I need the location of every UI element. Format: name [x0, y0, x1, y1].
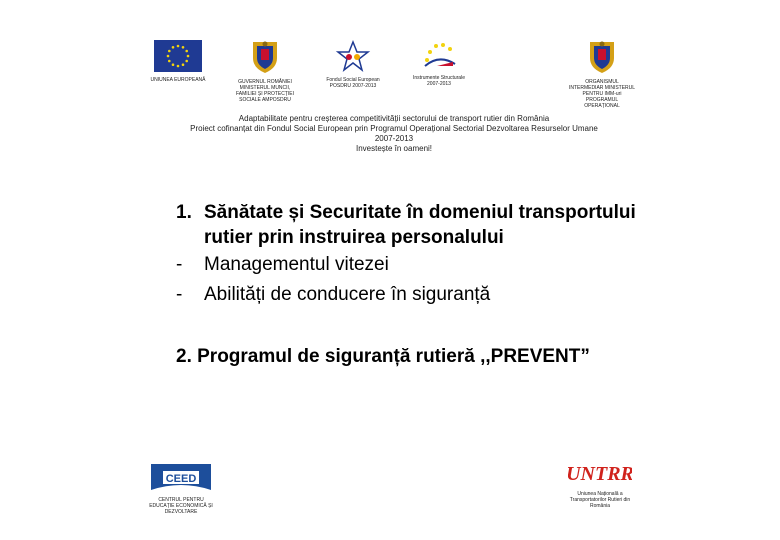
main-content [176, 200, 724, 369]
untrr-logo [560, 458, 640, 509]
gov1-caption: GUVERNUL ROMÂNIEI MINISTERUL MUNCII, FAMILIEI ȘI PROTECȚIEI SOCIALE AMPOSDRU [235, 79, 295, 103]
ceed-title: CEED [165, 473, 197, 485]
fse-logo [318, 40, 388, 89]
item-1-line-2: rutier prin instruirea personalului [204, 227, 504, 248]
coat-of-arms-icon [587, 38, 617, 74]
header-line-1: Adaptabilitate pentru creșterea competitivității sectorului de transport rutier din România [238, 114, 550, 123]
item-2: 2. Programul de siguranță rutieră ,,PREVENT” [176, 346, 590, 367]
is-caption: Instrumente Structurale 2007-2013 [413, 75, 465, 87]
fse-caption: Fondul Social European POSDRU 2007-2013 [326, 77, 380, 89]
ceed-logo-icon [149, 462, 213, 492]
sub-item-driving-label: Abilități de conducere în siguranță [204, 284, 491, 305]
item-1 [176, 200, 724, 250]
eu-flag-icon [154, 40, 202, 72]
gov2-caption: ORGANISMUL INTERMEDIAR MINISTERUL PENTRU IMM-uri PROGRAMUL OPERAȚIONAL [568, 79, 636, 109]
untrr-title: UNTRR [568, 463, 632, 485]
header-line-4: Investește în oameni! [355, 144, 433, 153]
stars-arc-icon [419, 38, 459, 70]
header-line-3: 2007-2013 [374, 134, 414, 143]
sub-item-driving [176, 280, 724, 310]
item-1-number: 1. [176, 202, 192, 223]
ceed-logo [148, 462, 214, 515]
fse-star-icon [333, 40, 373, 72]
header-line-2: Proiect cofinanțat din Fondul Social European prin Programul Operațional Sectorial Dezvoltarea Resurselor Umane [190, 124, 598, 133]
item-1-line-1: Sănătate și Securitate în domeniul transportului [204, 202, 636, 223]
dash-bullet: - [176, 284, 183, 305]
eu-caption: UNIUNEA EUROPEANĂ [150, 77, 206, 83]
ceed-caption: CENTRUL PENTRU EDUCAȚIE ECONOMICĂ ȘI DEZVOLTARE [149, 497, 213, 515]
project-header [150, 114, 638, 154]
structural-instruments-logo [408, 38, 470, 87]
sub-item-speed-label: Managementul vitezei [204, 254, 389, 275]
untrr-caption: Uniunea Națională a Transportatorilor Rutieri din România [569, 491, 631, 509]
gov-romania-logo [232, 38, 298, 103]
dash-bullet: - [176, 254, 183, 275]
coat-of-arms-icon [250, 38, 280, 74]
eu-logo [150, 40, 206, 83]
intermediate-body-logo [568, 38, 636, 109]
sub-item-speed [176, 250, 724, 280]
untrr-logo-icon [568, 458, 632, 486]
